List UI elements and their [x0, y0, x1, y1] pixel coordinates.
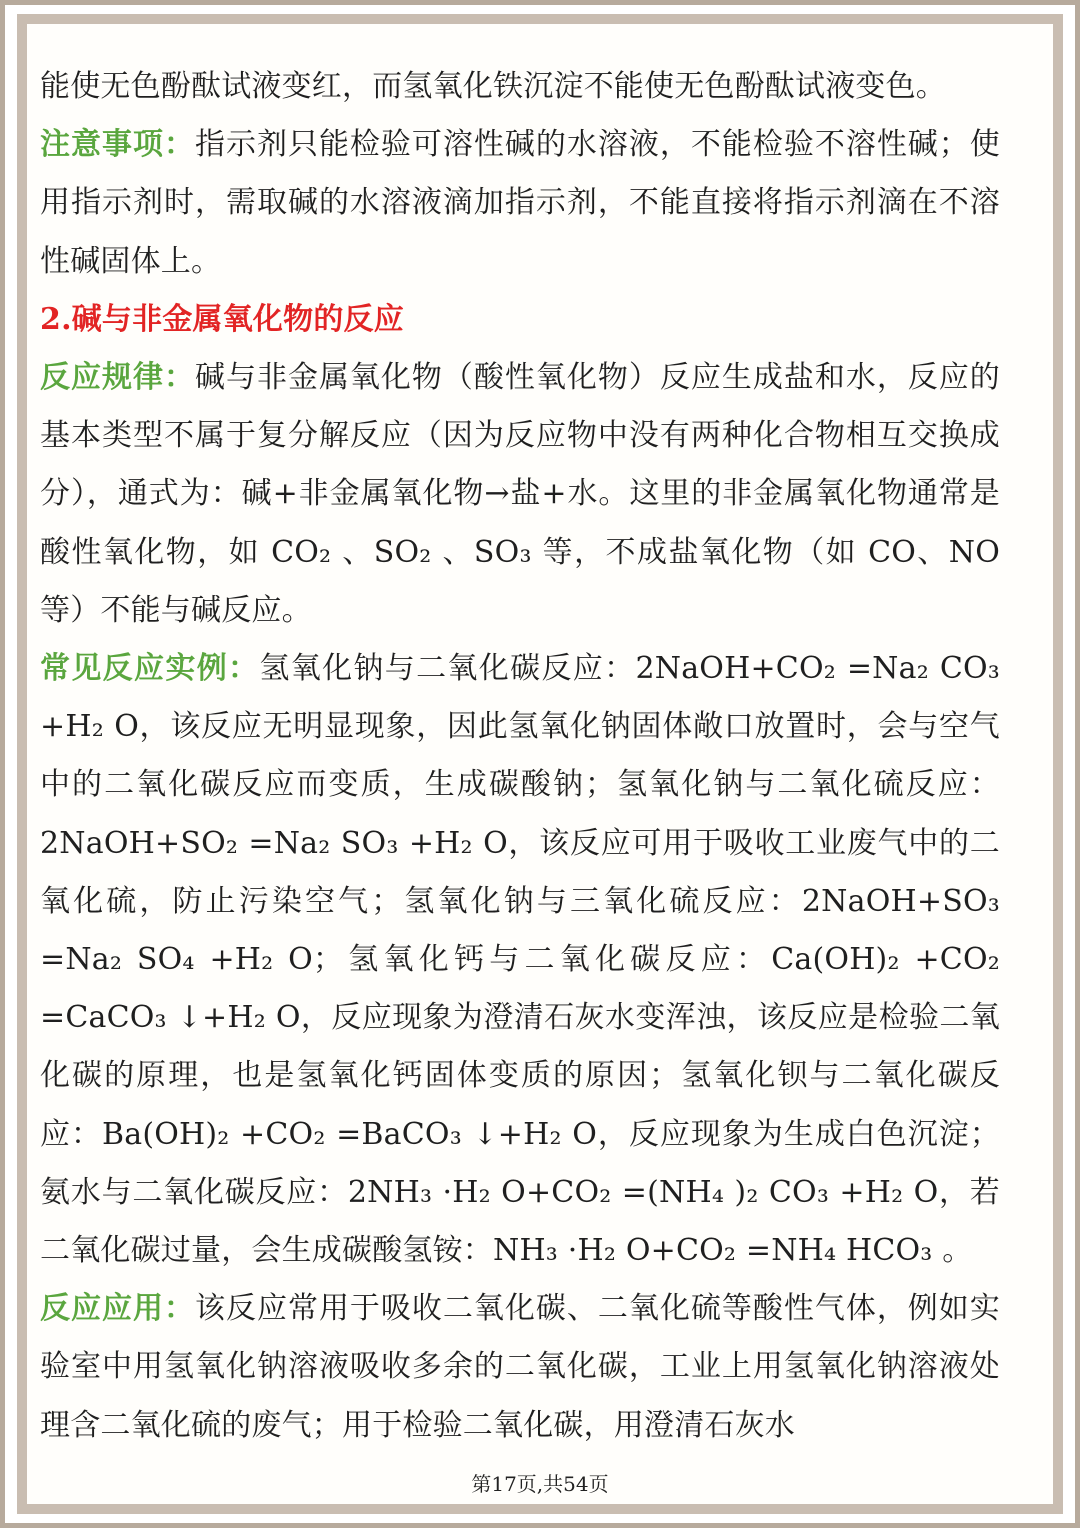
- page-number-footer: 第17页,共54页: [471, 1472, 609, 1496]
- example-text: 氢氧化钠与二氧化碳反应：2NaOH+CO₂ =Na₂ CO₃ +H₂ O，该反应无明显现象，因此氢氧化钠固体敞口放置时，会与空气中的二氧化碳反应而变质，生成碳酸钠；氢氧化钠与二氧化硫反应：2NaOH+SO₂ =Na₂ SO₃ +H₂ O，该反应可用于吸收工业废气中的二氧化硫，防止污染空气；氢氧化钠与三氧化硫反应：2NaOH+SO₃ =Na₂ SO₄ +H₂ O；氢氧化钙与二氧化碳反应：Ca(OH)₂ +CO₂ =CaCO₃ ↓+H₂ O，反应现象为澄清石灰水变浑浊，该反应是检验二氧化碳的原理，也是氢氧化钙固体变质的原因；氢氧化钡与二氧化碳反应：Ba(OH)₂ +CO₂ =BaCO₃ ↓+H₂ O，反应现象为生成白色沉淀；氨水与二氧化碳反应：2NH₃ ·H₂ O+CO₂ =(NH₄ )₂ CO₃ +H₂ O，若二氧化碳过量，会生成碳酸氢铵：NH₃ ·H₂ O+CO₂ =NH₄ HCO₃ 。: [40, 651, 1000, 1269]
- paragraph-rule: [40, 349, 1000, 640]
- application-label: 反应应用：: [40, 1291, 195, 1327]
- rule-text: 碱与非金属氧化物（酸性氧化物）反应生成盐和水，反应的基本类型不属于复分解反应（因为反应物中没有两种化合物相互交换成分），通式为：碱+非金属氧化物→盐+水。这里的非金属氧化物通常是酸性氧化物，如 CO₂ 、SO₂ 、SO₃ 等，不成盐氧化物（如 CO、NO 等）不能与碱反应。: [40, 360, 1000, 628]
- example-label: 常见反应实例：: [40, 651, 260, 687]
- notice-text: 指示剂只能检验可溶性碱的水溶液，不能检验不溶性碱；使用指示剂时，需取碱的水溶液滴加指示剂，不能直接将指示剂滴在不溶性碱固体上。: [40, 127, 1000, 279]
- notice-label: 注意事项：: [40, 127, 195, 163]
- document-body: [40, 58, 1000, 1455]
- paragraph-application: [40, 1280, 1000, 1455]
- application-text: 该反应常用于吸收二氧化碳、二氧化硫等酸性气体，例如实验室中用氢氧化钠溶液吸收多余的二氧化碳，工业上用氢氧化钠溶液处理含二氧化硫的废气；用于检验二氧化碳，用澄清石灰水: [40, 1291, 1000, 1443]
- section-heading: 2.碱与非金属氧化物的反应: [40, 301, 404, 337]
- paragraph-continuation: 能使无色酚酞试液变红，而氢氧化铁沉淀不能使无色酚酞试液变色。: [40, 69, 946, 104]
- rule-label: 反应规律：: [40, 360, 195, 396]
- paragraph-notice: [40, 116, 1000, 291]
- paragraph-examples: [40, 640, 1000, 1280]
